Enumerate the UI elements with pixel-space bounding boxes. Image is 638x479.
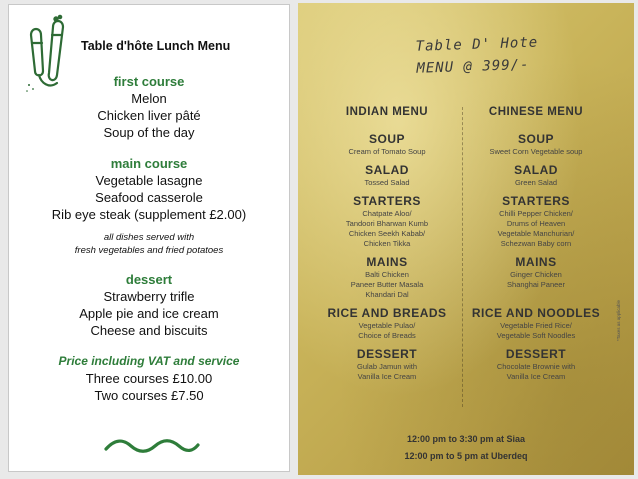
menu-item: Soup of the day <box>103 125 195 140</box>
menu-item: Rib eye steak (supplement £2.00) <box>51 207 247 222</box>
main-course-heading: main course <box>110 156 188 171</box>
dish-line: Cream of Tomato Soup <box>348 147 426 156</box>
chinese-menu-column <box>461 106 611 388</box>
dish-line: Paneer Butter Masala <box>350 280 424 289</box>
dish-line: Gulab Jamun with <box>356 362 418 371</box>
dish-line: Shanghai Paneer <box>507 280 565 289</box>
menu-item: Melon <box>131 91 167 106</box>
dish-line: Khandari Dal <box>365 290 409 299</box>
dish-line: Vegetable Fried Rice/ <box>500 321 572 330</box>
dish-line: Balti Chicken <box>365 270 409 279</box>
dish-line: Green Salad <box>514 178 558 187</box>
section-items <box>461 178 611 188</box>
serving-note: all dishes served with <box>103 232 195 243</box>
handwritten-title <box>415 30 576 80</box>
price-heading: Price including VAT and service <box>58 354 240 368</box>
section-items <box>312 362 462 382</box>
dish-line: Choice of Breads <box>358 331 416 340</box>
dish-line: Chatpate Aloo/ <box>362 209 412 218</box>
dish-line: Tandoori Bharwan Kumb <box>345 219 429 228</box>
section-heading: MAINS <box>515 255 557 269</box>
section-items <box>312 147 462 157</box>
menu-item: Apple pie and ice cream <box>79 306 219 321</box>
section-heading: RICE AND BREADS <box>327 306 447 320</box>
timing-line: 12:00 pm to 5 pm at Uberdeq <box>404 451 528 461</box>
menu-body <box>9 73 289 404</box>
table-dhote-menu-card <box>298 3 634 475</box>
wave-ornament-icon <box>103 437 201 455</box>
dish-line: Chicken Tikka <box>363 239 411 248</box>
section-heading: DESSERT <box>356 347 418 361</box>
dish-line: Vanilla Ice Cream <box>506 372 566 381</box>
section-heading: DESSERT <box>505 347 567 361</box>
section-items <box>312 321 462 341</box>
section-items <box>461 362 611 382</box>
section-items <box>312 270 462 300</box>
section-heading: SALAD <box>365 163 409 177</box>
dish-line: Chocolate Brownie with <box>496 362 576 371</box>
title-line-2: MENU @ 399/- <box>416 56 530 77</box>
dish-line: Vegetable Pulao/ <box>358 321 416 330</box>
section-heading: RICE AND NOODLES <box>471 306 601 320</box>
timing-line: 12:00 pm to 3:30 pm at Siaa <box>406 434 526 444</box>
dish-line: Chilli Pepper Chicken/ <box>499 209 573 218</box>
service-timings <box>298 431 634 465</box>
dish-line: Chicken Seekh Kabab/ <box>348 229 426 238</box>
section-heading: SALAD <box>514 163 558 177</box>
section-heading: MAINS <box>366 255 408 269</box>
section-items <box>461 209 611 249</box>
dish-line: Drums of Heaven <box>506 219 566 228</box>
section-items <box>461 270 611 300</box>
menu-item: Seafood casserole <box>95 190 203 205</box>
taxes-note: *Taxes as applicable <box>616 299 621 341</box>
dish-line: Sweet Corn Vegetable soup <box>489 147 583 156</box>
menu-item: Strawberry trifle <box>103 289 195 304</box>
dish-line: Vegetable Manchurian/ <box>497 229 575 238</box>
section-items <box>312 178 462 188</box>
section-items <box>461 147 611 157</box>
dish-line: Schezwan Baby corn <box>500 239 572 248</box>
section-items <box>461 321 611 341</box>
menu-item: Vegetable lasagne <box>95 173 203 188</box>
dessert-heading: dessert <box>125 272 173 287</box>
price-line: Two courses £7.50 <box>94 388 204 403</box>
first-course-heading: first course <box>113 74 185 89</box>
lunch-menu-card <box>8 4 290 472</box>
title-line-1: Table D' Hote <box>415 34 539 55</box>
dish-line: Vanilla Ice Cream <box>357 372 417 381</box>
menu-item: Cheese and biscuits <box>90 323 208 338</box>
menu-title: Table d'hôte Lunch Menu <box>81 39 231 53</box>
chinese-menu-heading: CHINESE MENU <box>488 106 584 118</box>
indian-menu-heading: INDIAN MENU <box>345 106 429 118</box>
menu-item: Chicken liver pâté <box>97 108 201 123</box>
section-heading: SOUP <box>517 132 554 146</box>
section-heading: SOUP <box>368 132 405 146</box>
dish-line: Tossed Salad <box>364 178 410 187</box>
dish-line: Ginger Chicken <box>510 270 562 279</box>
indian-menu-column <box>312 106 462 388</box>
section-heading: STARTERS <box>353 194 421 208</box>
serving-note: fresh vegetables and fried potatoes <box>74 245 224 256</box>
price-line: Three courses £10.00 <box>85 371 213 386</box>
section-heading: STARTERS <box>502 194 570 208</box>
dish-line: Vegetable Soft Noodles <box>496 331 576 340</box>
section-items <box>312 209 462 249</box>
